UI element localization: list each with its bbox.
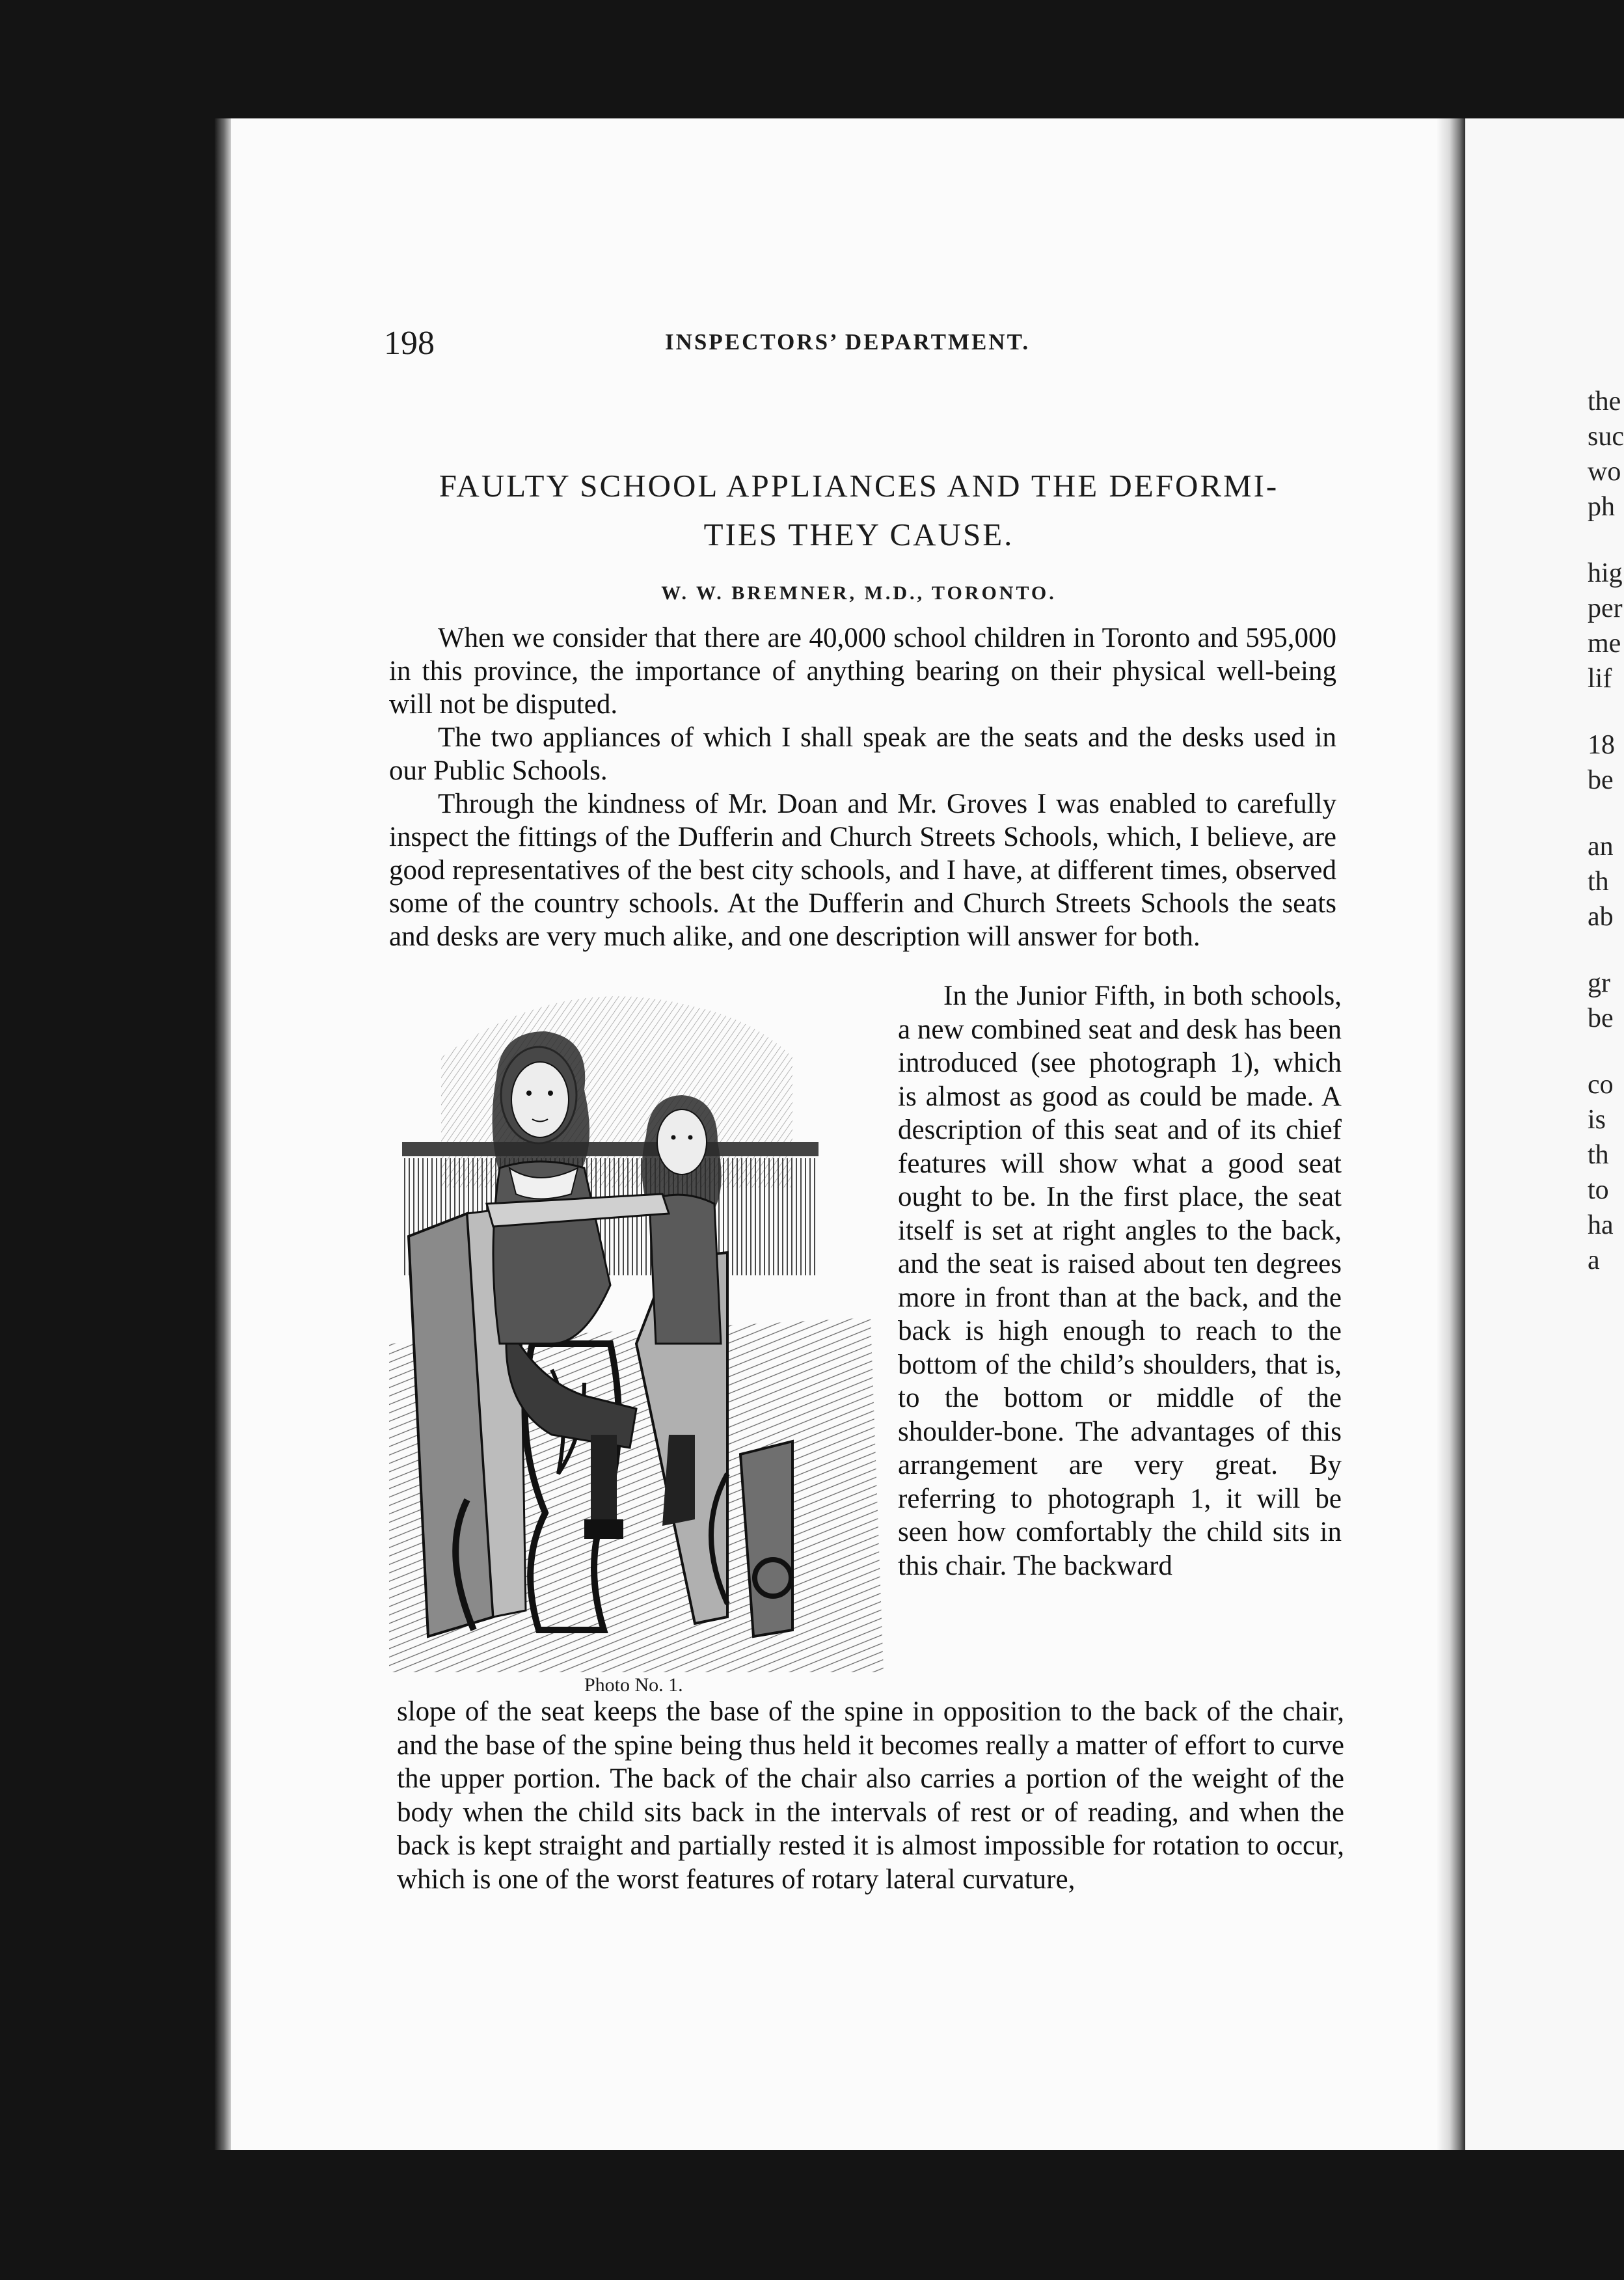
fragment-gap: [1588, 524, 1624, 556]
fragment-line: ab: [1588, 902, 1614, 932]
fragment-line: hig: [1588, 558, 1623, 588]
fragment-line: be: [1588, 1003, 1614, 1033]
fragment-gap: [1588, 696, 1624, 727]
fragment-line: the: [1588, 387, 1621, 416]
fragment-line: lif: [1588, 664, 1612, 694]
fragment-line: a: [1588, 1245, 1600, 1275]
fragment-line: is: [1588, 1105, 1606, 1135]
running-title: INSPECTORS’ DEPARTMENT.: [665, 329, 1031, 355]
fragment-line: me: [1588, 629, 1621, 658]
fragment-line: to: [1588, 1175, 1609, 1205]
fragment-line: suc: [1588, 422, 1624, 452]
fragment-line: be: [1588, 765, 1614, 795]
article-title-line-1: FAULTY SCHOOL APPLIANCES AND THE DEFORMI-: [439, 468, 1279, 504]
school-desk-illustration: [389, 979, 884, 1672]
article-title-line-2: TIES THEY CAUSE.: [703, 517, 1014, 552]
book-gutter: [1437, 118, 1465, 2150]
figure-photo-1: [389, 979, 884, 1708]
fragment-line: wo: [1588, 457, 1621, 487]
fragment-gap: [1588, 934, 1624, 966]
paragraph-4: In the Junior Fifth, in both schools, a new combined seat and desk has been introduced (see photograph 1), which is almost as good as could be made. A description of this seat and of its chief features will show what a good seat ought to be. In the first place, the seat itself is set at right angles to the back, and the seat is raised about ten degrees more in front than at the back, and the back is high enough to reach to the bottom of the child’s shoulders, that is, to the bottom or middle of the shoulder-bone. The advantages of this arrangement are very great. By referring to photograph 1, it will be seen how comfortably the child sits in this chair. The backward: [898, 981, 1342, 1581]
book-spine-shadow: [215, 118, 233, 2150]
paragraph-3: Through the kindness of Mr. Doan and Mr. Groves I was enabled to carefully inspect the fittings of the Dufferin and Church Streets Schools, which, I believe, are good representatives of the best city schools, and I have, at different times, observed some of the country schools. At the Dufferin and Church Streets Schools the seats and desks are very much alike, and one description will answer for both.: [389, 789, 1336, 952]
article-body-wrapped: [898, 979, 1342, 1582]
article-body-top: [389, 621, 1336, 953]
fragment-line: th: [1588, 867, 1609, 897]
facing-page-text-fragments: [1588, 384, 1624, 1278]
fragment-gap: [1588, 1036, 1624, 1067]
running-header: [384, 324, 1340, 363]
fragment-line: th: [1588, 1140, 1609, 1170]
fragment-line: 18: [1588, 730, 1615, 760]
article-author: W. W. BREMNER, M.D., TORONTO.: [661, 582, 1057, 604]
page-number: 198: [384, 325, 435, 362]
paragraph-2: The two appliances of which I shall speak are the seats and the desks used in our Public Schools.: [389, 722, 1336, 786]
fragment-line: an: [1588, 832, 1614, 862]
fragment-line: ph: [1588, 492, 1615, 522]
fragment-gap: [1588, 798, 1624, 829]
figure-caption: Photo No. 1.: [584, 1674, 683, 1696]
article-body-bottom: [397, 1695, 1344, 1896]
fragment-line: ha: [1588, 1210, 1614, 1240]
fragment-line: per: [1588, 593, 1623, 623]
fragment-line: gr: [1588, 968, 1610, 998]
paragraph-4-continued: slope of the seat keeps the base of the spine in opposition to the back of the chair, and the base of the spine being thus held it becomes really a matter of effort to curve the upper portion. The back of the chair also carries a portion of the weight of the body when the child sits back in the intervals of rest or of reading, and when the back is kept straight and partially rested it is almost impossible for rotation to occur, which is one of the worst features of rotary lateral curvature,: [397, 1696, 1344, 1895]
fragment-line: co: [1588, 1070, 1614, 1100]
paragraph-1: When we consider that there are 40,000 school children in Toronto and 595,000 in this province, the importance of anything bearing on their physical well-being will not be disputed.: [389, 623, 1336, 720]
